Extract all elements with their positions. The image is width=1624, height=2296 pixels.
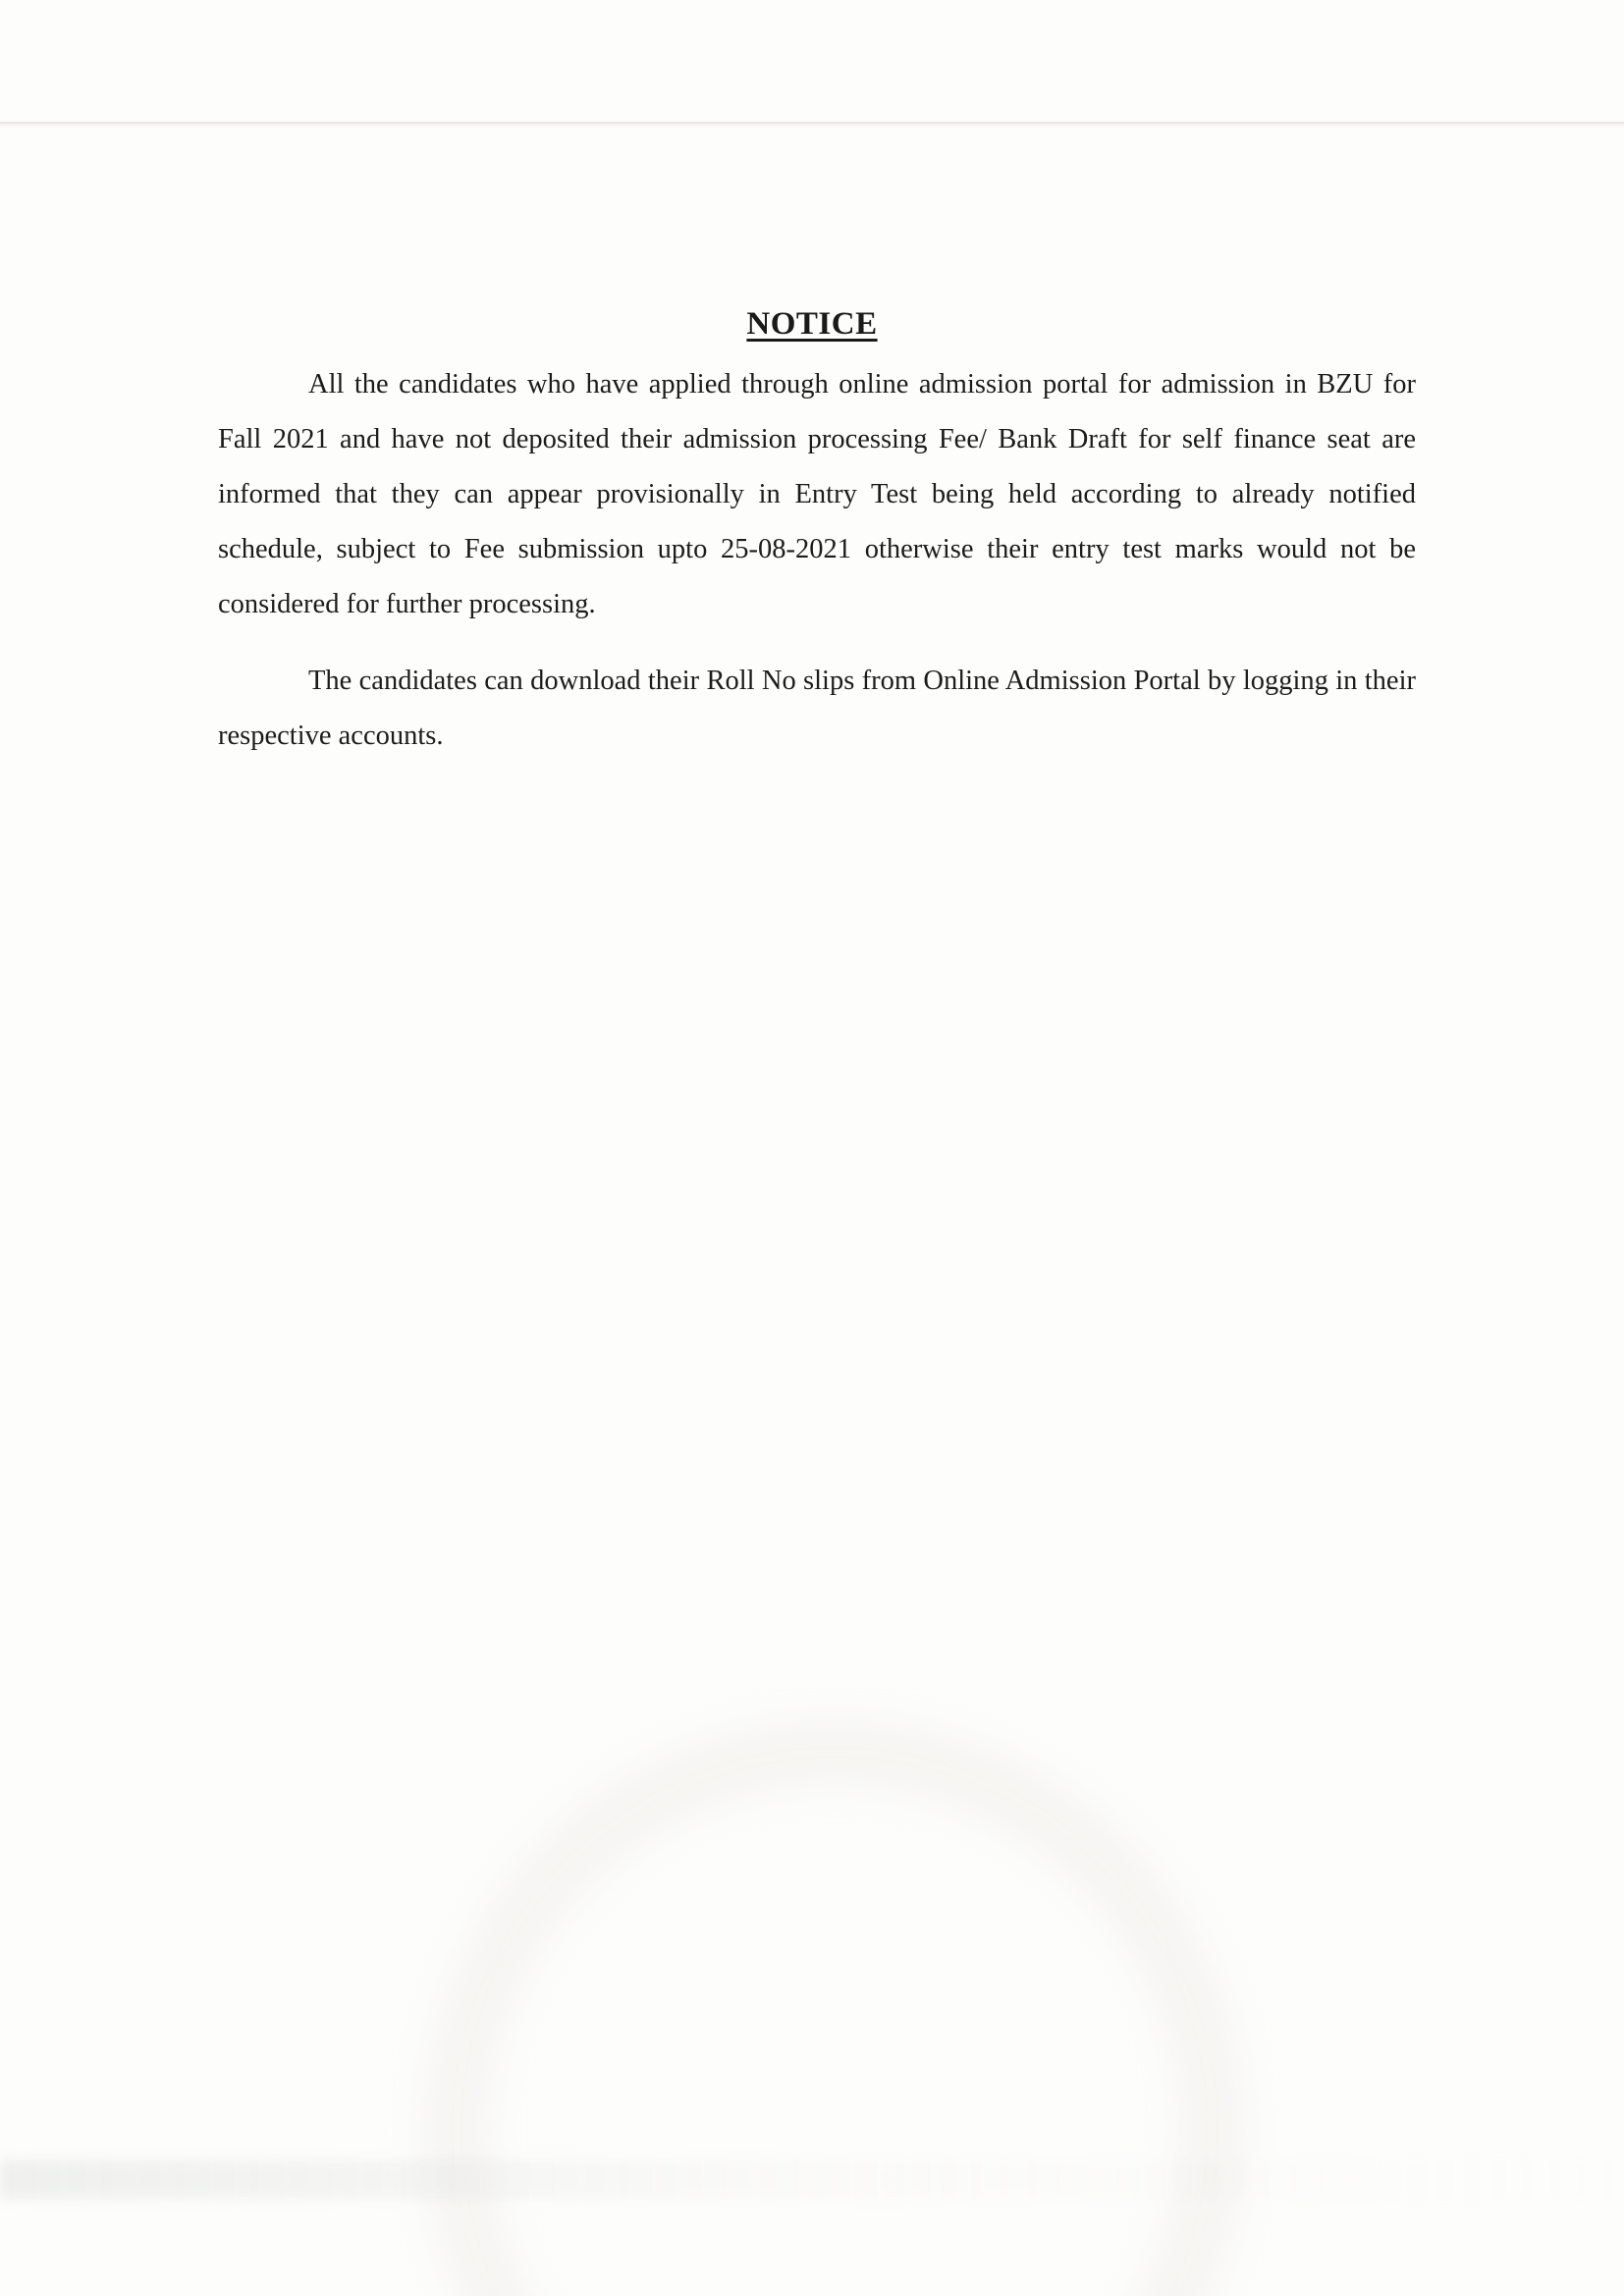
scan-bottom-artifact [0,2160,1624,2199]
scan-edge-artifact [0,122,1624,130]
scan-smudge-artifact [422,1718,1247,2296]
notice-title: NOTICE [746,306,878,342]
notice-paragraph-fee-submission: All the candidates who have applied through online admission portal for admission in BZU for Fall 2021 and have not deposited their admission processing Fee/ Bank Draft for self finance seat are informed that they can appear provisionally in Entry Test being held according to already notified schedule, subject to Fee submission upto 25-08-2021 otherwise their entry test marks would not be considered for further processing. [218,369,1416,619]
notice-paragraph-roll-no-slips: The candidates can download their Roll No slips from Online Admission Portal by logging in their respective accounts. [218,666,1416,751]
